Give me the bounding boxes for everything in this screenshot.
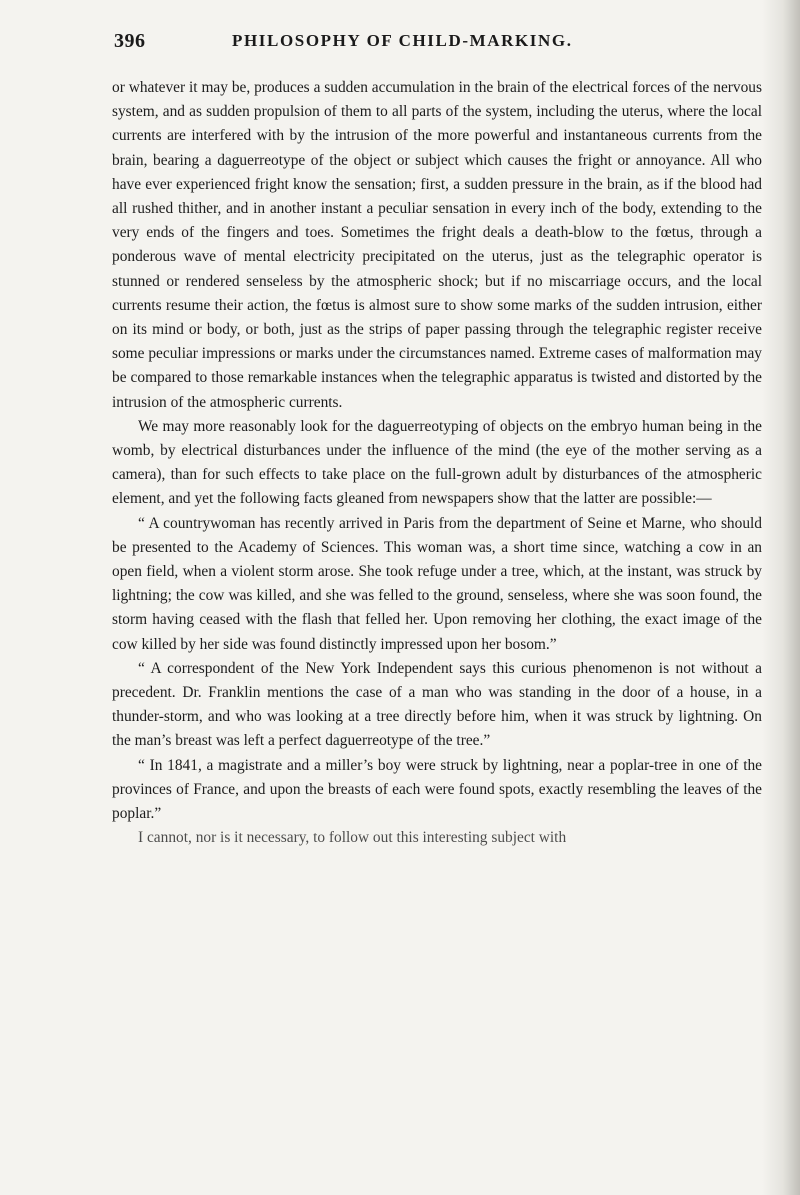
- quotation-paragraph: “ A correspondent of the New York Independent says this curious phenomenon is not without a precedent. Dr. Franklin mentions the case of a man who was standing in the door of a house, in a thunder-storm, and who was looking at a tree directly before him, when it was struck by lightning. On the man’s breast was left a perfect daguerreotype of the tree.”: [112, 659, 762, 750]
- paragraph: or whatever it may be, produces a sudden accumulation in the brain of the electrical forces of the nervous system, and as sudden propulsion of them to all parts of the system, including the uterus, where the local currents are interfered with by the intrusion of the more powerful and instantaneous currents from the brain, bearing a daguerreotype of the object or subject which causes the fright or annoyance. All who have ever experienced fright know the sensation; first, a sudden pressure in the brain, as if the blood had all rushed thither, and in another instant a peculiar sensation in every inch of the body, extending to the very ends of the fingers and toes. Sometimes the fright deals a death-blow to the fœtus, through a ponderous wave of mental electricity precipitated on the uterus, just as the telegraphic operator is stunned or rendered senseless by the atmospheric shock; but if no miscarriage occurs, and the local currents resume their action, the fœtus is almost sure to show some marks of the sudden intrusion, either on its mind or body, or both, just as the strips of paper passing through the telegraphic register receive some peculiar impressions or marks under the circumstances named. Extreme cases of malformation may be compared to those remarkable instances when the telegraphic apparatus is twisted and distorted by the intrusion of the atmospheric currents.: [112, 79, 762, 411]
- paragraph: I cannot, nor is it necessary, to follow out this interesting subject with: [138, 829, 567, 847]
- page-number: 396: [114, 30, 146, 52]
- quotation-paragraph: “ A countrywoman has recently arrived in Paris from the department of Seine et Marne, who should be presented to the Academy of Sciences. This woman was, a short time since, watching a cow in an open field, when a violent storm arose. She took refuge under a tree, which, at the instant, was struck by lightning; the cow was killed, and she was felled to the ground, senseless, where she was soon found, the storm having ceased with the flash that felled her. Upon removing her clothing, the exact image of the cow killed by her side was found distinctly impressed upon her bosom.”: [112, 514, 762, 653]
- paragraph: We may more reasonably look for the daguerreotyping of objects on the embryo human being in the womb, by electrical disturbances under the influence of the mind (the eye of the mother serving as a camera), than for such effects to take place on the full-grown adult by disturbances of the atmospheric element, and yet the following facts gleaned from newspapers show that the latter are possible:—: [112, 417, 762, 508]
- body-text: [112, 76, 762, 851]
- running-head: PHILOSOPHY OF CHILD-MARKING.: [232, 31, 573, 50]
- page-header: [102, 26, 762, 56]
- quotation-paragraph: “ In 1841, a magistrate and a miller’s boy were struck by lightning, near a poplar-tree in one of the provinces of France, and upon the breasts of each were found spots, exactly resembling the leaves of the poplar.”: [112, 756, 762, 823]
- page-edge-shadow: [762, 0, 800, 1195]
